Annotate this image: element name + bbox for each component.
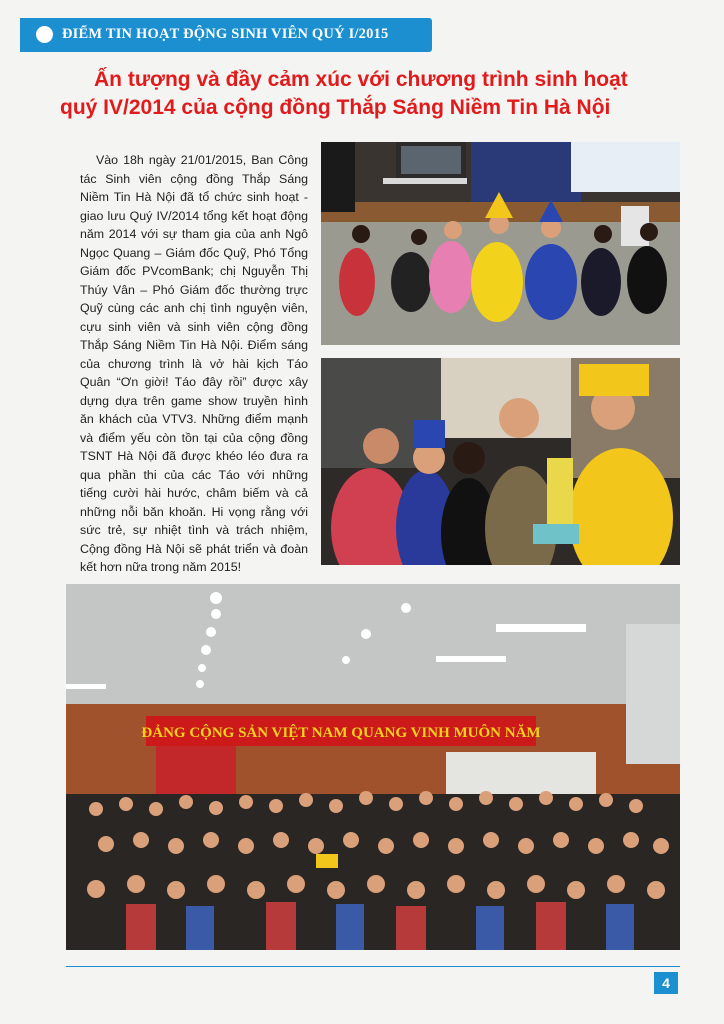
photo-group bbox=[66, 584, 680, 950]
article-body: Vào 18h ngày 21/01/2015, Ban Công tác Sinh viên cộng đồng Thắp Sáng Niềm Tin Hà Nội đã tổ chức sinh hoạt - giao lưu Quý IV/2014 tổng kết hoạt động năm 2014 với sự tham gia của anh Ngô Ngọc Quang – Giám đốc Quỹ, Phó Tổng Giám đốc PVcomBank; chị Nguyễn Thị Thúy Vân – Phó Giám đốc thường trực Quỹ cùng các anh chị tình nguyện viên, cựu sinh viên và sinh viên cộng đồng Thắp Sáng Niềm Tin Hà Nội. Điểm sáng của chương trình là vở hài kịch Táo Quân “Ơn giời! Táo đây rồi” được xây dựng dựa trên game show truyền hình ăn khách của VTV3. Những điểm mạnh và điểm yếu còn tồn tại của cộng đồng TSNT Hà Nội đã được khéo léo đưa ra qua phần thi của các Táo với những tiếng cười hài hước, châm biếm và cả những nỗi băn khoăn. Hi vọng rằng với sức trẻ, sự nhiệt tình và trách nhiệm, Cộng đồng Hà Nội sẽ phát triển và đoàn kết hơn nữa trong năm 2015! bbox=[80, 153, 308, 574]
article-title-line-2: quý IV/2014 của cộng đồng Thắp Sáng Niềm Tin Hà Nội bbox=[60, 96, 611, 119]
banner-text: ĐẢNG CỘNG SẢN VIỆT NAM QUANG VINH MUÔN NĂM bbox=[141, 725, 541, 741]
bullet-dot-icon bbox=[36, 26, 53, 43]
footer-divider bbox=[66, 966, 680, 967]
photo-performers-closeup bbox=[321, 358, 680, 565]
article-title bbox=[60, 66, 680, 122]
photo-performers-seated bbox=[321, 142, 680, 345]
page-number: 4 bbox=[654, 972, 678, 994]
article-title-line-1: Ấn tượng và đầy cảm xúc với chương trình sinh hoạt bbox=[94, 68, 628, 91]
section-title: ĐIỂM TIN HOẠT ĐỘNG SINH VIÊN QUÝ I/2015 bbox=[62, 26, 389, 42]
section-header bbox=[20, 18, 432, 52]
